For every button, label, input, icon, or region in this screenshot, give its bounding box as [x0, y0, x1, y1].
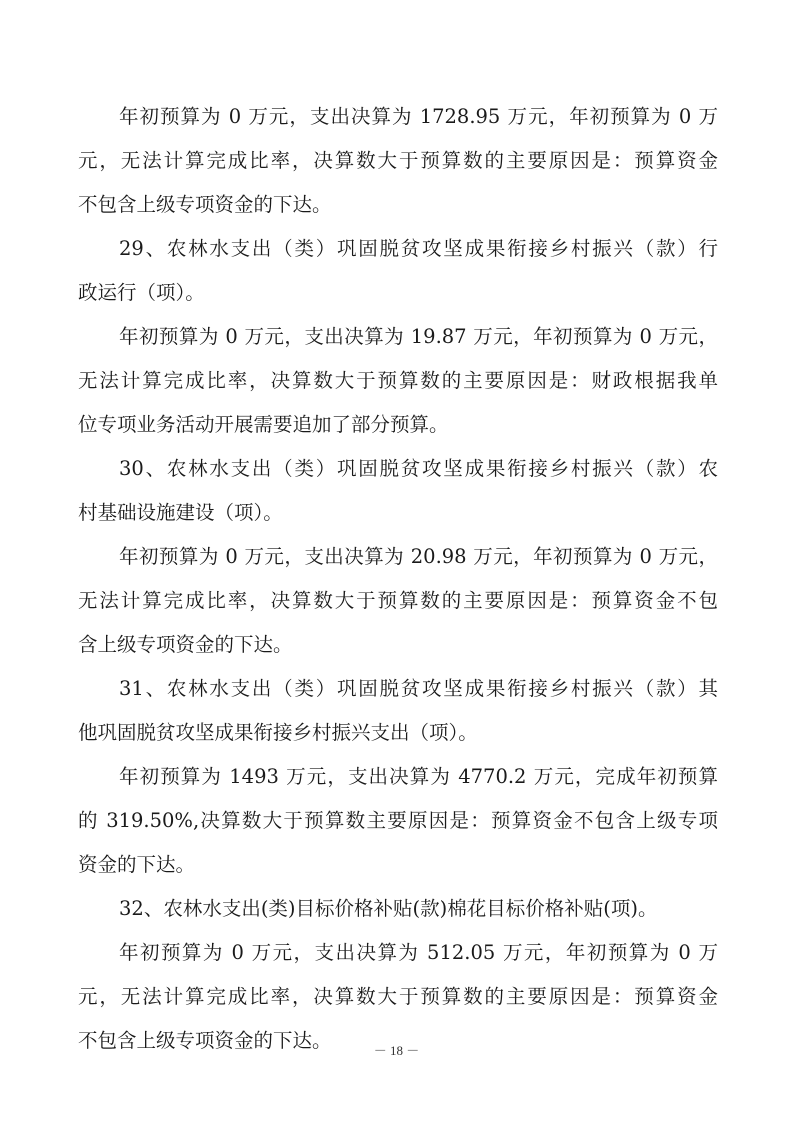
- text-line: 年初预算为 0 万元，支出决算为 512.05 万元，年初预算为 0 万: [119, 941, 718, 964]
- text-line: 政运行（项）。: [78, 281, 205, 304]
- text-line: 年初预算为 0 万元，支出决算为 20.98 万元，年初预算为 0 万元，: [119, 545, 718, 568]
- text-line: 的 319.50%,决算数大于预算数主要原因是：预算资金不包含上级专项: [78, 809, 718, 832]
- text-line: 村基础设施建设（项）。: [78, 501, 283, 524]
- text-line: 元，无法计算完成比率，决算数大于预算数的主要原因是：预算资金: [78, 985, 718, 1008]
- text-line: 32、农林水支出(类)目标价格补贴(款)棉花目标价格补贴(项)。: [119, 897, 658, 920]
- text-line: 元，无法计算完成比率，决算数大于预算数的主要原因是：预算资金: [78, 149, 718, 172]
- text-line: 年初预算为 1493 万元，支出决算为 4770.2 万元，完成年初预算: [119, 765, 718, 788]
- text-line: 他巩固脱贫攻坚成果衔接乡村振兴支出（项）。: [78, 721, 478, 744]
- text-line: 不包含上级专项资金的下达。: [78, 1029, 332, 1052]
- text-line: 含上级专项资金的下达。: [78, 633, 293, 656]
- text-line: 年初预算为 0 万元，支出决算为 19.87 万元，年初预算为 0 万元，: [119, 325, 718, 348]
- text-line: 无法计算完成比率，决算数大于预算数的主要原因是：预算资金不包: [78, 589, 718, 612]
- text-line: 30、农林水支出（类）巩固脱贫攻坚成果衔接乡村振兴（款）农: [119, 457, 718, 480]
- text-line: 年初预算为 0 万元，支出决算为 1728.95 万元，年初预算为 0 万: [119, 105, 718, 128]
- text-line: 不包含上级专项资金的下达。: [78, 193, 332, 216]
- page-number: － 18 －: [373, 1043, 420, 1058]
- text-line: 位专项业务活动开展需要追加了部分预算。: [78, 413, 449, 436]
- text-line: 无法计算完成比率，决算数大于预算数的主要原因是：财政根据我单: [78, 369, 718, 392]
- text-line: 31、农林水支出（类）巩固脱贫攻坚成果衔接乡村振兴（款）其: [119, 677, 718, 700]
- text-line: 29、农林水支出（类）巩固脱贫攻坚成果衔接乡村振兴（款）行: [119, 237, 718, 260]
- text-line: 资金的下达。: [78, 853, 196, 876]
